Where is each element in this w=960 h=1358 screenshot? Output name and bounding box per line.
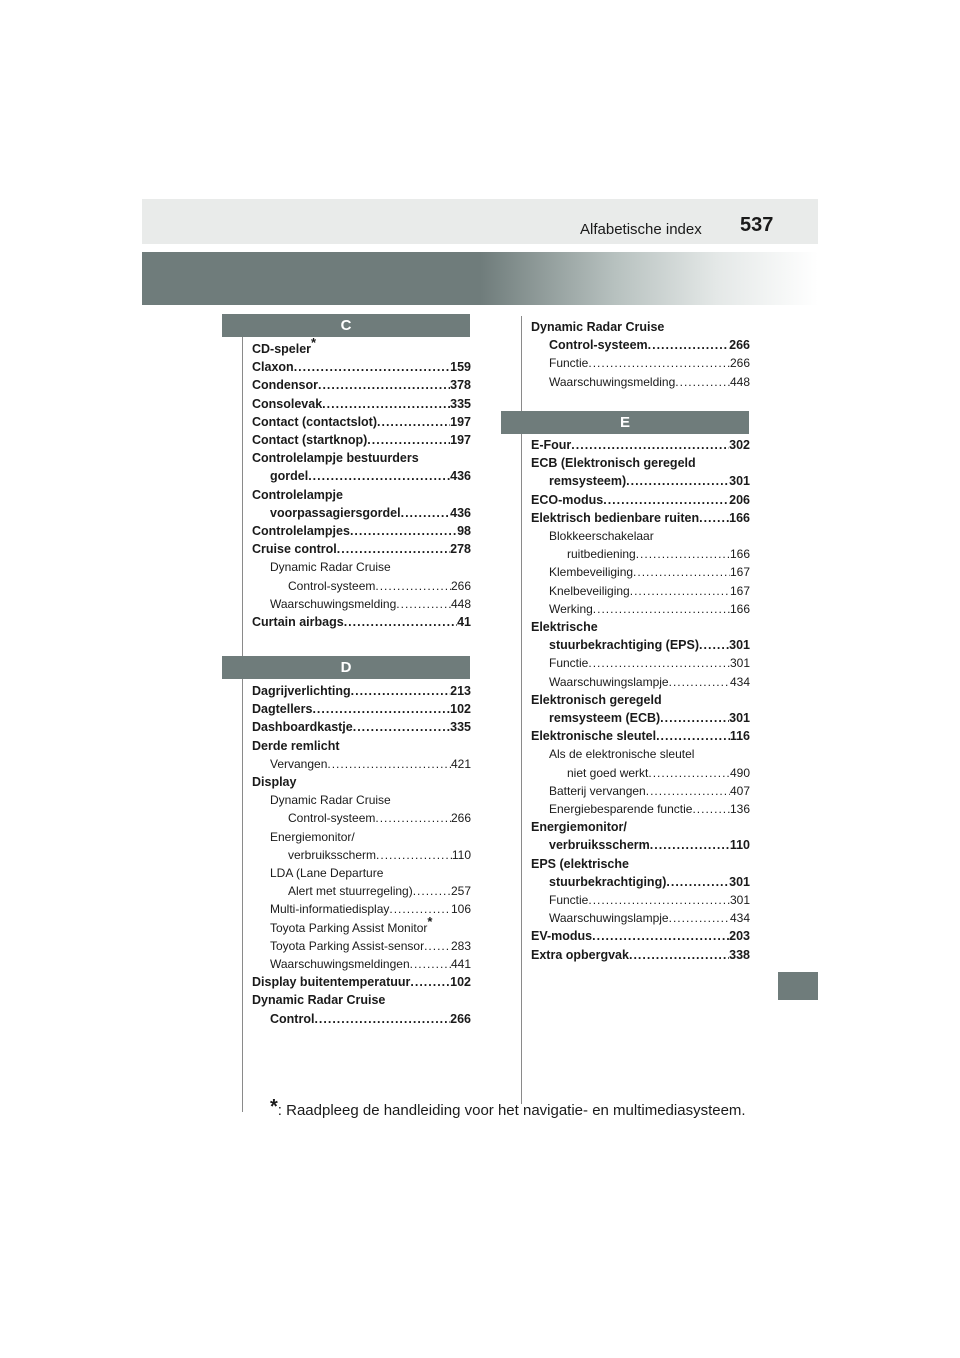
index-subentry: Klembeveiliging ..... 167 — [531, 563, 750, 581]
decorative-gradient-bar — [142, 252, 818, 305]
footnote-star: * — [270, 1096, 278, 1118]
index-subentry: Dynamic Radar Cruise — [270, 560, 391, 575]
index-subentry: Functie ..... 301 — [531, 891, 750, 909]
index-entry: stuurbekrachtiging) ..... 301 — [531, 873, 750, 891]
page-number: 537 — [740, 214, 774, 236]
chapter-thumb-tab — [778, 972, 818, 1000]
index-entry: Condensor ..... 378 — [252, 376, 471, 394]
index-subentry: Waarschuwingsmeldingen ..... 441 — [252, 955, 471, 973]
index-subentry: Werking ..... 166 — [531, 600, 750, 618]
index-subentry: Waarschuwingsmelding ..... 448 — [252, 595, 471, 613]
footnote-text: : Raadpleeg de handleiding voor het navigatie- en multimediasysteem. — [277, 1102, 746, 1119]
index-subentry: Als de elektronische sleutel — [549, 747, 695, 762]
index-subentry: niet goed werkt ..... 490 — [531, 764, 750, 782]
index-entry: Control-systeem ..... 266 — [531, 336, 750, 354]
index-entry: CD-speler* — [252, 335, 317, 356]
index-subentry: Energiemonitor/ — [270, 829, 355, 844]
index-entry: Extra opbergvak ..... 338 — [531, 946, 750, 964]
index-subentry: Control-systeem ..... 266 — [252, 809, 471, 827]
index-subentry: Control-systeem ..... 266 — [252, 577, 471, 595]
index-entry: Derde remlicht — [252, 738, 340, 753]
index-entry: Cruise control ..... 278 — [252, 540, 471, 558]
section-header-e: E — [501, 411, 749, 434]
index-subentry: ruitbediening ..... 166 — [531, 545, 750, 563]
index-entry: Contact (contactslot) ..... 197 — [252, 413, 471, 431]
index-entry: Dagrijverlichting ..... 213 — [252, 682, 471, 700]
running-header-title: Alfabetische index — [580, 221, 702, 238]
index-subentry: Dynamic Radar Cruise — [270, 793, 391, 808]
index-subentry: Waarschuwingslampje ..... 434 — [531, 673, 750, 691]
footnote — [270, 1098, 746, 1121]
index-column-2-e — [531, 436, 750, 964]
index-entry: Elektronische sleutel ..... 116 — [531, 727, 750, 745]
index-entry: remsysteem (ECB) ..... 301 — [531, 709, 750, 727]
index-entry: ECB (Elektronisch geregeld — [531, 456, 696, 471]
index-subentry: Multi-informatiedisplay ..... 106 — [252, 900, 471, 918]
index-entry: Control ..... 266 — [252, 1010, 471, 1028]
index-entry: Consolevak ..... 335 — [252, 395, 471, 413]
index-entry: Elektrische — [531, 620, 598, 635]
index-entry: Elektrisch bedienbare ruiten ..... 166 — [531, 509, 750, 527]
index-subentry: Waarschuwingslampje ..... 434 — [531, 909, 750, 927]
index-column-1-d — [252, 682, 471, 1028]
index-subentry: Blokkeerschakelaar — [549, 529, 654, 544]
index-subentry: Vervangen ..... 421 — [252, 755, 471, 773]
index-entry: Display — [252, 775, 297, 790]
section-header-d: D — [222, 656, 470, 679]
index-entry: remsysteem) ..... 301 — [531, 472, 750, 490]
header-band — [142, 199, 818, 244]
index-entry: EPS (elektrische — [531, 856, 629, 871]
index-subentry: Waarschuwingsmelding ..... 448 — [531, 373, 750, 391]
index-entry: Controlelampje bestuurders — [252, 451, 419, 466]
index-subentry: Knelbeveiliging ..... 167 — [531, 582, 750, 600]
index-entry: gordel ..... 436 — [252, 467, 471, 485]
index-entry: Dashboardkastje ..... 335 — [252, 718, 471, 736]
index-subentry: Toyota Parking Assist-sensor ..... 283 — [252, 937, 471, 955]
index-entry: Display buitentemperatuur ..... 102 — [252, 973, 471, 991]
index-entry: EV-modus ..... 203 — [531, 927, 750, 945]
index-entry: voorpassagiersgordel ..... 436 — [252, 504, 471, 522]
index-subentry: Functie ..... 301 — [531, 654, 750, 672]
index-subentry: verbruiksscherm ..... 110 — [252, 846, 471, 864]
index-subentry: Alert met stuurregeling) ..... 257 — [252, 882, 471, 900]
index-entry: Controlelampje — [252, 487, 343, 502]
left-column-rule — [242, 337, 243, 1112]
index-entry: Controlelampjes ..... 98 — [252, 522, 471, 540]
index-entry: ECO-modus ..... 206 — [531, 491, 750, 509]
index-column-1-c — [252, 335, 471, 631]
index-subentry: Energiebesparende functie ..... 136 — [531, 800, 750, 818]
index-subentry: Toyota Parking Assist Monitor* — [270, 913, 433, 935]
index-subentry: Batterij vervangen ..... 407 — [531, 782, 750, 800]
index-entry: Dynamic Radar Cruise — [252, 993, 386, 1008]
section-header-c: C — [222, 314, 470, 337]
index-entry: Dynamic Radar Cruise — [531, 320, 665, 334]
index-entry: verbruiksscherm ..... 110 — [531, 836, 750, 854]
index-entry: stuurbekrachtiging (EPS) ..... 301 — [531, 636, 750, 654]
middle-column-rule — [521, 316, 522, 1104]
index-entry: Dagtellers ..... 102 — [252, 700, 471, 718]
index-entry: Energiemonitor/ — [531, 820, 627, 835]
index-entry: Elektronisch geregeld — [531, 692, 662, 707]
index-entry: Contact (startknop) ..... 197 — [252, 431, 471, 449]
index-subentry: Functie ..... 266 — [531, 354, 750, 372]
index-subentry: LDA (Lane Departure — [270, 866, 384, 881]
index-entry: Claxon ..... 159 — [252, 358, 471, 376]
index-entry: Curtain airbags ..... 41 — [252, 613, 471, 631]
index-entry: E-Four ..... 302 — [531, 436, 750, 454]
index-column-2-d — [531, 318, 750, 391]
